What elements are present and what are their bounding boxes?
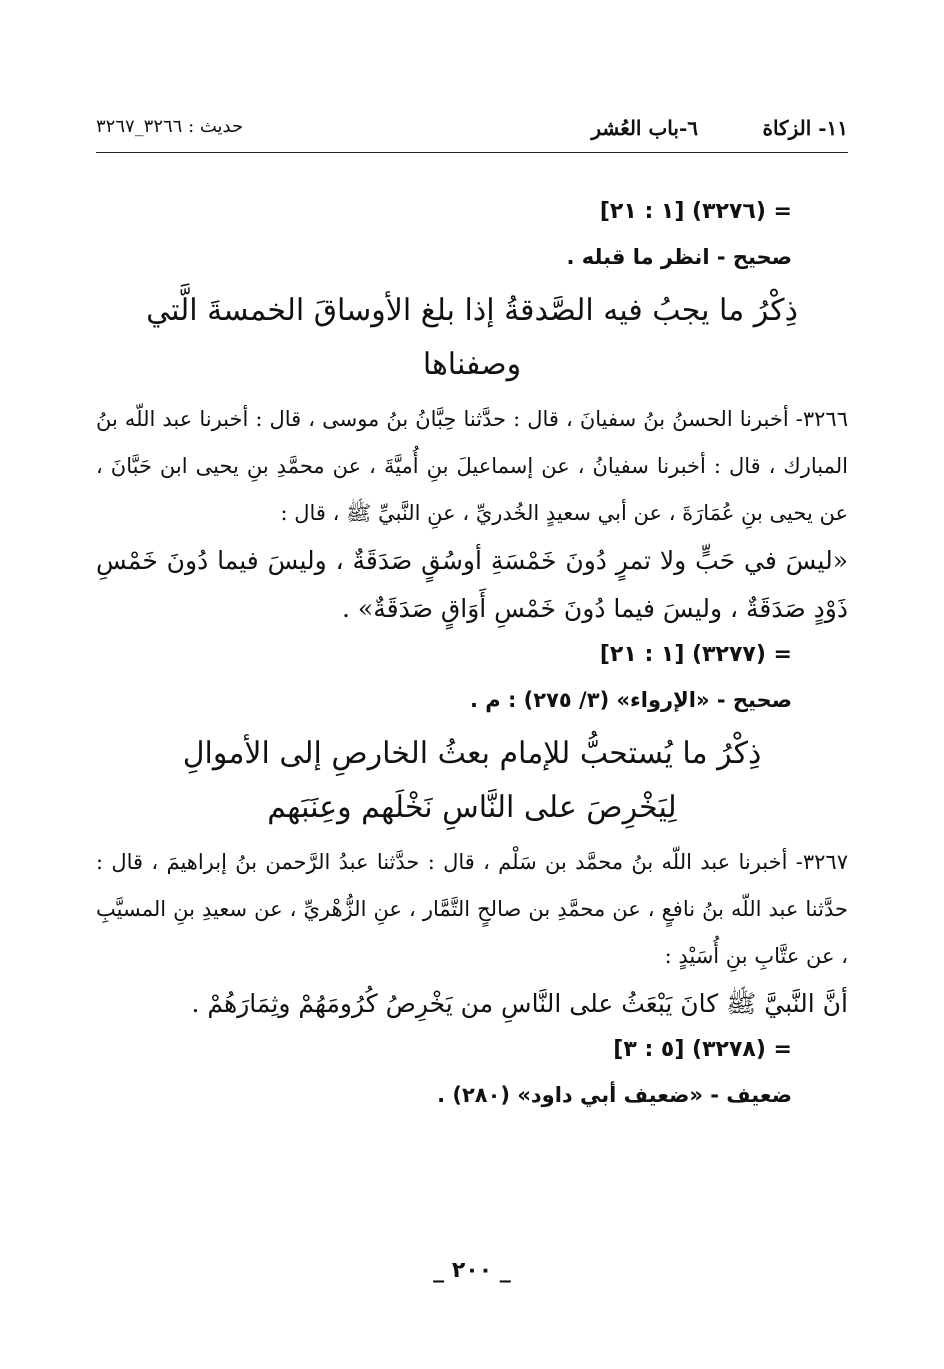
header-divider — [96, 152, 848, 153]
hadith-grade: صحيح - «الإرواء» (٣/ ٢٧٥) : م . — [469, 688, 792, 712]
hadith-reference: = (٣٢٧٨) [٥ : ٣] — [613, 1037, 792, 1062]
hadith-matn: «ليسَ في حَبٍّ ولا تمرٍ دُونَ خَمْسَةِ أوسُقٍ صَدَقَةٌ ، وليسَ فيما دُونَ خَمْسِ ذَوْدٍ صَدَقَةٌ ، وليسَ فيما دُونَ خَمْسِ أَوَاقٍ صَدَقَةٌ» . — [96, 546, 848, 623]
hadith-isnad: ٣٢٦٦- أخبرنا الحسنُ بنُ سفيانَ ، قال : حدَّثنا حِبَّانُ بنُ موسى ، قال : أخبرنا عبد اللّه بنُ المبارك ، قال : أخبرنا سفيانُ ، عن إسماعيلَ بنِ أُميَّةَ ، عن محمَّدِ بنِ يحيى ابن حَبَّانَ ، عن يحيى بنِ عُمَارَةَ ، عن أبي سعيدٍ الخُدريِّ ، عنِ النَّبيِّ ﷺ ، قال : — [96, 407, 848, 525]
page-number: _ ٢٠٠ _ — [433, 1258, 511, 1283]
hadith-grade: صحيح - انظر ما قبله . — [566, 245, 792, 269]
chapter-heading-line: ذِكْرُ ما يُستحبُّ للإمام بعثُ الخارصِ إلى الأموالِ — [182, 736, 762, 771]
chapter-heading-line: ذِكْرُ ما يجبُ فيه الصَّدقةُ إذا بلغ الأوساقَ الخمسةَ الَّتي — [146, 293, 798, 328]
running-header — [96, 112, 848, 148]
header-book-title: ١١- الزكاة — [762, 116, 848, 140]
hadith-reference: = (٣٢٧٦) [١ : ٢١] — [599, 199, 792, 224]
hadith-isnad: ٣٢٦٧- أخبرنا عبد اللّه بنُ محمَّد بن سَلْم ، قال : حدَّثنا عبدُ الرَّحمن بنُ إبراهيمَ ، قال : حدَّثنا عبد اللّه بنُ نافعٍ ، عن محمَّدِ بن صالحٍ التَّمَّار ، عنِ الزُّهْريِّ ، عن سعيدِ بنِ المسيَّبِ ، عن عتَّابِ بنِ أُسَيْدٍ : — [96, 850, 848, 968]
hadith-reference: = (٣٢٧٧) [١ : ٢١] — [599, 642, 792, 667]
chapter-heading-line: وصفناها — [422, 347, 522, 382]
chapter-heading-line: لِيَخْرِصَ على النَّاسِ نَخْلَهم وعِنَبَهم — [267, 790, 677, 825]
hadith-grade: ضعيف - «ضعيف أبي داود» (٢٨٠) . — [437, 1083, 792, 1107]
chapter-heading — [96, 284, 848, 392]
page-body — [96, 190, 848, 1118]
chapter-heading — [96, 727, 848, 835]
header-hadith-range: حديث : ٣٢٦٦_٣٢٦٧ — [96, 116, 244, 137]
hadith-matn: أنَّ النَّبيَّ ﷺ كانَ يَبْعَثُ على النَّاسِ من يَخْرِصُ كُرُومَهُمْ وثِمَارَهُمْ . — [191, 989, 848, 1018]
header-chapter-title: ٦-باب العُشر — [591, 116, 698, 140]
